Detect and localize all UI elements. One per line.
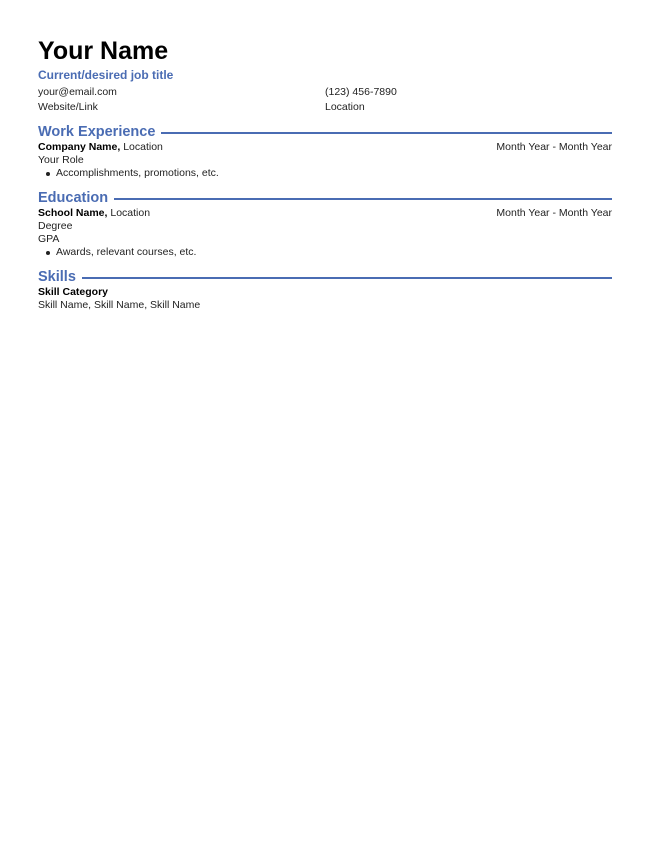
work-bullet: Accomplishments, promotions, etc. bbox=[56, 167, 612, 180]
skills-section bbox=[38, 268, 612, 312]
skill-category-name: Skill Category bbox=[38, 286, 109, 298]
job-title: Current/desired job title bbox=[38, 68, 174, 82]
work-experience-section bbox=[38, 123, 612, 180]
work-bullets bbox=[38, 167, 612, 180]
gpa: GPA bbox=[38, 233, 60, 245]
education-entry bbox=[38, 207, 612, 259]
section-title-work-experience: Work Experience bbox=[38, 124, 156, 140]
section-title-education: Education bbox=[38, 190, 109, 206]
section-header bbox=[38, 189, 612, 207]
section-header bbox=[38, 123, 612, 141]
school-line bbox=[38, 207, 150, 220]
degree: Degree bbox=[38, 220, 73, 232]
education-dates: Month Year - Month Year bbox=[496, 207, 612, 219]
education-bullet: Awards, relevant courses, etc. bbox=[56, 246, 612, 259]
work-dates: Month Year - Month Year bbox=[496, 141, 612, 153]
education-section bbox=[38, 189, 612, 259]
phone: (123) 456-7890 bbox=[325, 86, 397, 98]
section-divider bbox=[114, 198, 612, 200]
skill-category bbox=[38, 286, 612, 312]
section-header bbox=[38, 268, 612, 286]
company-line bbox=[38, 141, 163, 154]
skill-list: Skill Name, Skill Name, Skill Name bbox=[38, 299, 201, 311]
education-bullets bbox=[38, 246, 612, 259]
email: your@email.com bbox=[38, 86, 117, 98]
resume-header bbox=[38, 36, 612, 114]
education-entry-heading bbox=[38, 207, 612, 220]
section-divider bbox=[161, 132, 612, 134]
website: Website/Link bbox=[38, 100, 98, 113]
candidate-name: Your Name bbox=[38, 37, 169, 65]
school-name: School Name, bbox=[38, 207, 108, 219]
location: Location bbox=[325, 100, 365, 113]
section-divider bbox=[82, 277, 612, 279]
work-entry-heading bbox=[38, 141, 612, 154]
company-name: Company Name, bbox=[38, 141, 121, 153]
school-location: Location bbox=[110, 207, 151, 219]
company-location: Location bbox=[123, 141, 163, 153]
contact-info bbox=[38, 85, 612, 114]
work-entry bbox=[38, 141, 612, 180]
section-title-skills: Skills bbox=[38, 269, 76, 285]
role: Your Role bbox=[38, 154, 84, 166]
